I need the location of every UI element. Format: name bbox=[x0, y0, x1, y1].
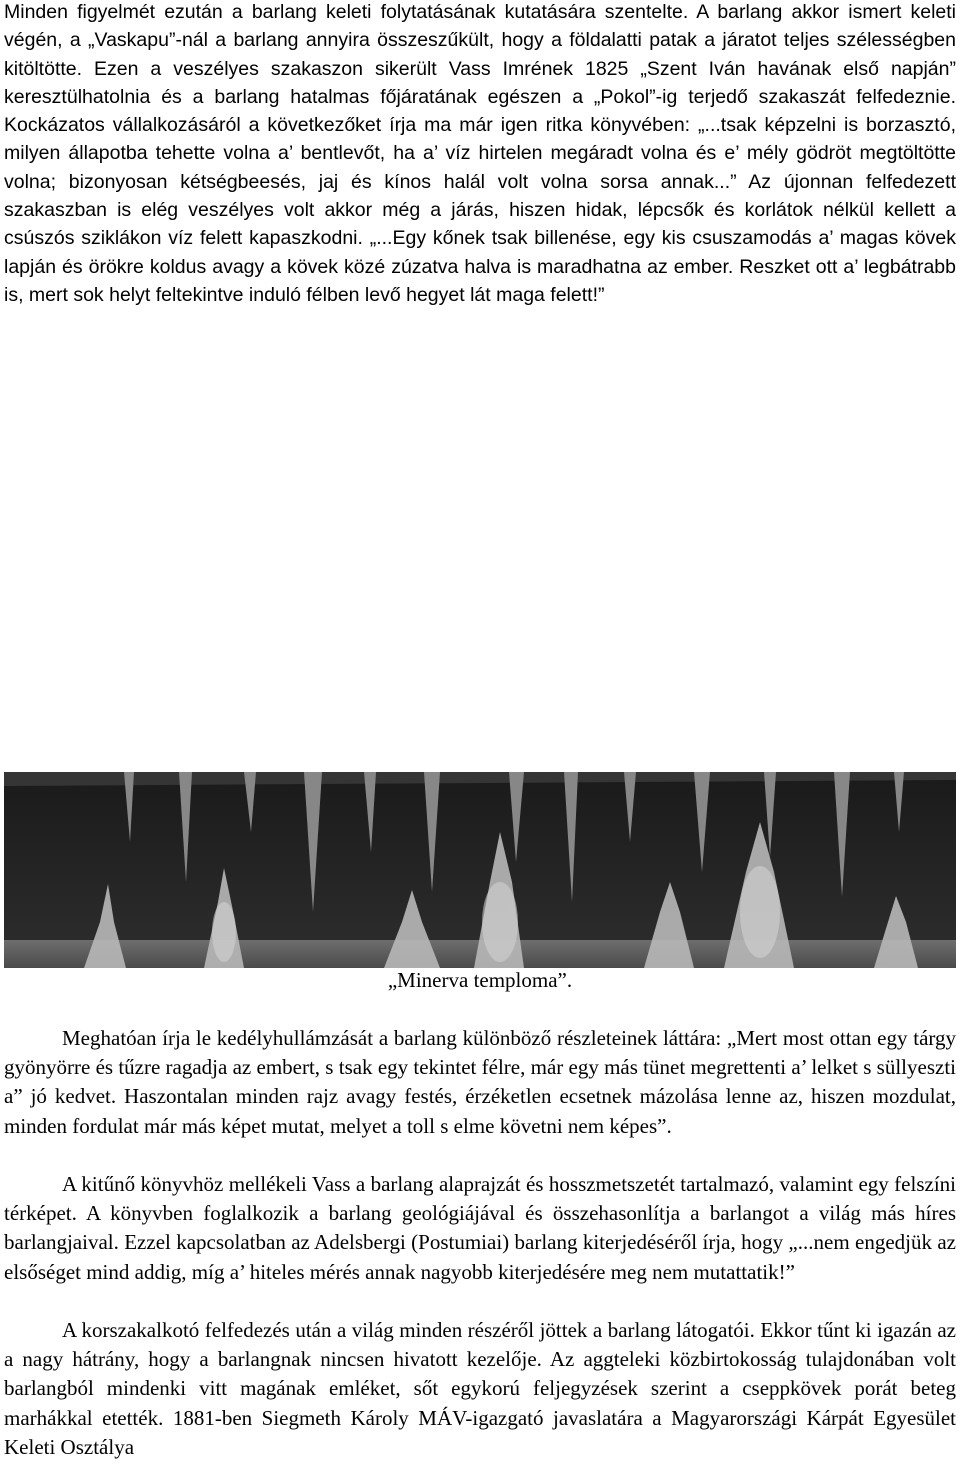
paragraph-impressions: Meghatóan írja le kedélyhullámzását a barlang különböző részleteinek láttára: „Mert most ottan egy tárgy gyönyörre és tűzre ragadja az embert, s tsak egy tekintet félre, már egy más tünet megrettenti a’ lelket s süllyeszti a” jó kedvet. Haszontalan minden rajz avagy festés, érzéketlen ecsetnek mázolása lenne az, hiszen mozdulat, minden fordulat már más képet mutat, melyet a toll s elme követni nem képes”. bbox=[4, 1026, 956, 1138]
paragraph-vass-expedition: Minden figyelmét ezután a barlang keleti folytatásának kutatására szentelte. A barlang akkor ismert keleti végén, a „Vaskapu”-nál a barlang annyira összeszűkült, hogy a földalatti patak a járatot teljes szélességben kitöltötte. Ezen a veszélyes szakaszon sikerült Vass Imrének 1825 „Szent Iván havának első napján” keresztülhatolnia és a barlang hatalmas főjáratának egészen a „Pokol”-ig terjedő szakaszát felfedeznie. Kockázatos vállalkozásáról a következőket írja ma már igen ritka könyvében: „...tsak képzelni is borzasztó, milyen állapotba tehette volna a’ bentlevőt, ha a’ víz hirtelen megáradt volna és e’ mély gödröt megtöltötte volna; bizonyosan kétségbeesés, jaj és kínos halál volt volna sorsa annak...” Az újonnan felfedezett szakaszban is elég veszélyes volt akkor még a járás, hiszen hidak, lépcsők és korlátok nélkül kellett a csúszós sziklákon víz felett kapaszkodni. „...Egy kőnek tsak billenése, egy kis csuszamodás a’ magas kövek lapján és örökre koldus avagy a kövek közé zúzatva halva is maradhatna az ember. Reszket ott a’ legbátrabb is, mert sok helyt feltekintve induló félben levő hegyet lát maga felett!” bbox=[4, 1, 956, 306]
paragraph-book-contents: A kitűnő könyvhöz mellékeli Vass a barlang alaprajzát és hosszmetszetét tartalmazó, valamint egy felszíni térképet. A könyvben foglalkozik a barlang geológiájával és összehasonlítja a barlangot a világ más híres barlangjaival. Ezzel kapcsolatban az Adelsbergi (Postumiai) barlang kiterjedéséről írja, hogy „...nem engedjük az elsőséget mind addig, míg a’ hiteles mérés annak nagyobb kiterjedésére meg nem mutattatik!” bbox=[4, 1172, 956, 1284]
paragraph-visitors: A korszakalkotó felfedezés után a világ minden részéről jöttek a barlang látogatói. Ekkor tűnt ki igazán az a nagy hátrány, hogy a barlangnak nincsen hivatott kezelője. Az aggteleki közbirtokosság tulajdonában volt barlangból mindenki vitt magának emléket, sőt egykorú feljegyzések szerint a cseppkövek porát beteg marhákkal etették. 1881-ben Siegmeth Károly MÁV-igazgató javaslatára a Magyarországi Kárpát Egyesület Keleti Osztálya bbox=[4, 1318, 956, 1459]
stalactite-cave-image bbox=[4, 772, 956, 968]
figure-caption: „Minerva temploma”. bbox=[387, 968, 573, 992]
cave-photograph bbox=[4, 772, 956, 968]
